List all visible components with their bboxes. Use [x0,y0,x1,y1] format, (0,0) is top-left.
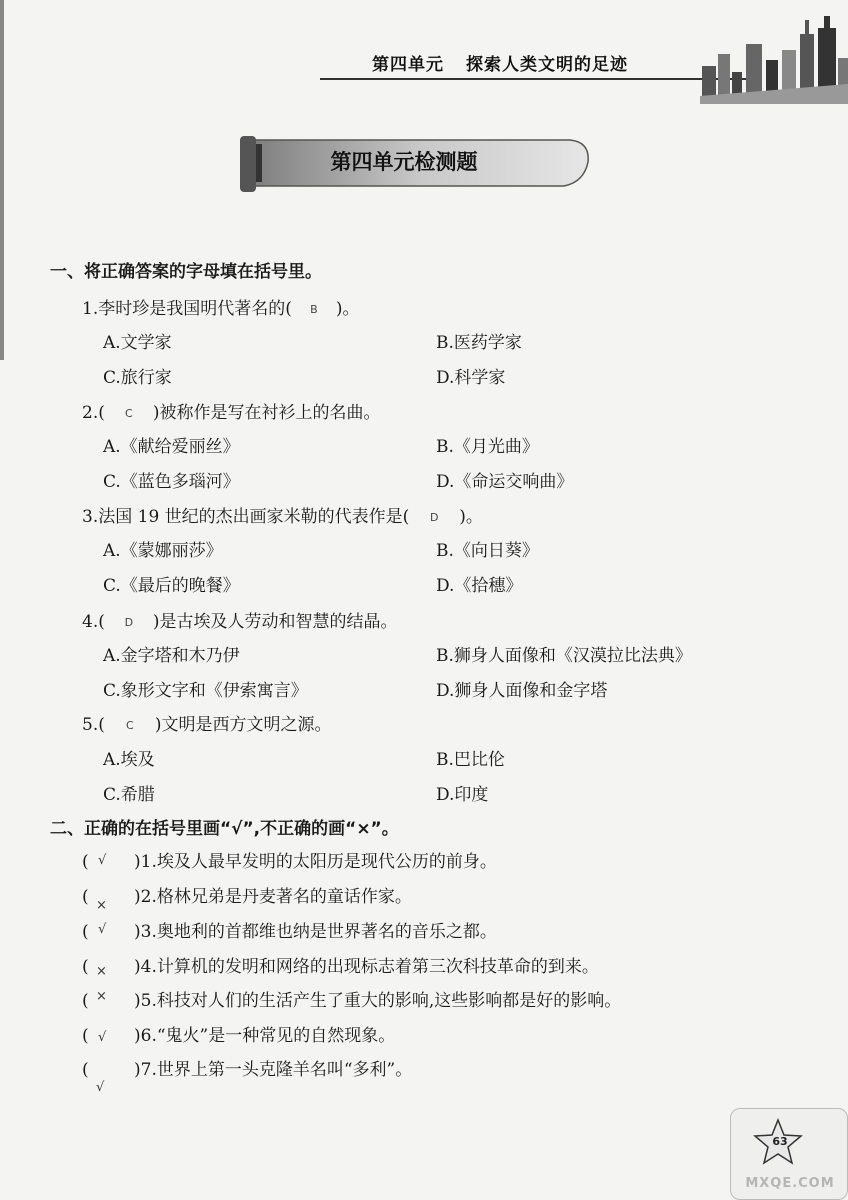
q5-option-b: B.巴比伦 [436,750,505,770]
tf-item-7: )7.世界上第一头克隆羊名叫“多利”。 [134,1060,413,1080]
city-skyline-icon [700,14,848,104]
q1-option-a: A.文学家 [103,333,172,353]
header-rule [320,78,760,80]
q1-option-d: D.科学家 [436,368,506,388]
tf-item-2: )2.格林兄弟是丹麦著名的童话作家。 [134,887,412,907]
q4-option-d: D.狮身人面像和金字塔 [436,681,608,701]
tf-item-2-open: ( [82,887,89,907]
question-1: 1.李时珍是我国明代著名的( B )。 [82,297,360,322]
answer-q5: C [126,718,134,732]
running-header [372,50,628,75]
question-5: 5.( C )文明是西方文明之源。 [82,713,332,738]
tf-item-3-open: ( [82,922,89,942]
question-2: 2.( C )被称作是写在衬衫上的名曲。 [82,401,381,426]
q5-option-a: A.埃及 [103,750,155,770]
answer-q2: C [125,406,133,420]
q5-option-d: D.印度 [436,785,489,805]
tf-item-6: )6.“鬼火”是一种常见的自然现象。 [134,1026,396,1046]
tf-item-3: )3.奥地利的首都维也纳是世界著名的音乐之都。 [134,922,497,942]
tf-mark-7: √ [96,1080,105,1095]
tf-mark-6: √ [98,1030,107,1045]
tf-mark-3: √ [98,922,107,937]
tf-item-4: )4.计算机的发明和网络的出现标志着第三次科技革命的到来。 [134,957,599,977]
q2-option-a: A.《献给爱丽丝》 [103,437,240,457]
tf-item-5-open: ( [82,991,89,1011]
answer-q3: D [430,510,439,524]
answer-q4: D [124,615,134,629]
tf-mark-5: × [96,989,107,1004]
q1-option-b: B.医药学家 [436,333,522,353]
q1-option-c: C.旅行家 [103,368,172,388]
tf-item-1-open: ( [82,852,89,872]
q3-option-d: D.《拾穗》 [436,576,523,596]
header-title: 探索人类文明的足迹 [466,55,628,75]
answer-q1: B [310,302,318,316]
tf-item-1: )1.埃及人最早发明的太阳历是现代公历的前身。 [134,852,497,872]
tf-mark-2: × [96,898,107,913]
q4-option-a: A.金字塔和木乃伊 [103,646,240,666]
header-unit: 第四单元 [372,55,444,75]
section1-title: 一、将正确答案的字母填在括号里。 [50,262,322,282]
tf-item-4-open: ( [82,957,89,977]
question-4: 4.( D )是古埃及人劳动和智慧的结晶。 [82,610,398,635]
tf-mark-4: × [96,964,107,979]
q5-option-c: C.希腊 [103,785,155,805]
q3-option-b: B.《向日葵》 [436,541,539,561]
q2-option-d: D.《命运交响曲》 [436,472,574,492]
q3-option-c: C.《最后的晚餐》 [103,576,240,596]
question-3: 3.法国 19 世纪的杰出画家米勒的代表作是( D )。 [82,505,483,530]
tf-item-7-open: ( [82,1060,89,1080]
tf-item-5: )5.科技对人们的生活产生了重大的影响,这些影响都是好的影响。 [134,991,622,1011]
q2-option-b: B.《月光曲》 [436,437,539,457]
tf-item-6-open: ( [82,1026,89,1046]
q4-option-b: B.狮身人面像和《汉漠拉比法典》 [436,646,692,666]
tf-mark-1: √ [98,853,107,868]
page-number: 63 [772,1135,788,1148]
q4-option-c: C.象形文字和《伊索寓言》 [103,681,308,701]
banner-title: 第四单元检测题 [330,150,478,174]
q2-option-c: C.《蓝色多瑙河》 [103,472,240,492]
section2-title: 二、正确的在括号里画“√”,不正确的画“×”。 [50,819,399,839]
q3-option-a: A.《蒙娜丽莎》 [103,541,223,561]
watermark-text: MXQE.COM [745,1176,835,1191]
page-edge-shadow [0,0,4,360]
